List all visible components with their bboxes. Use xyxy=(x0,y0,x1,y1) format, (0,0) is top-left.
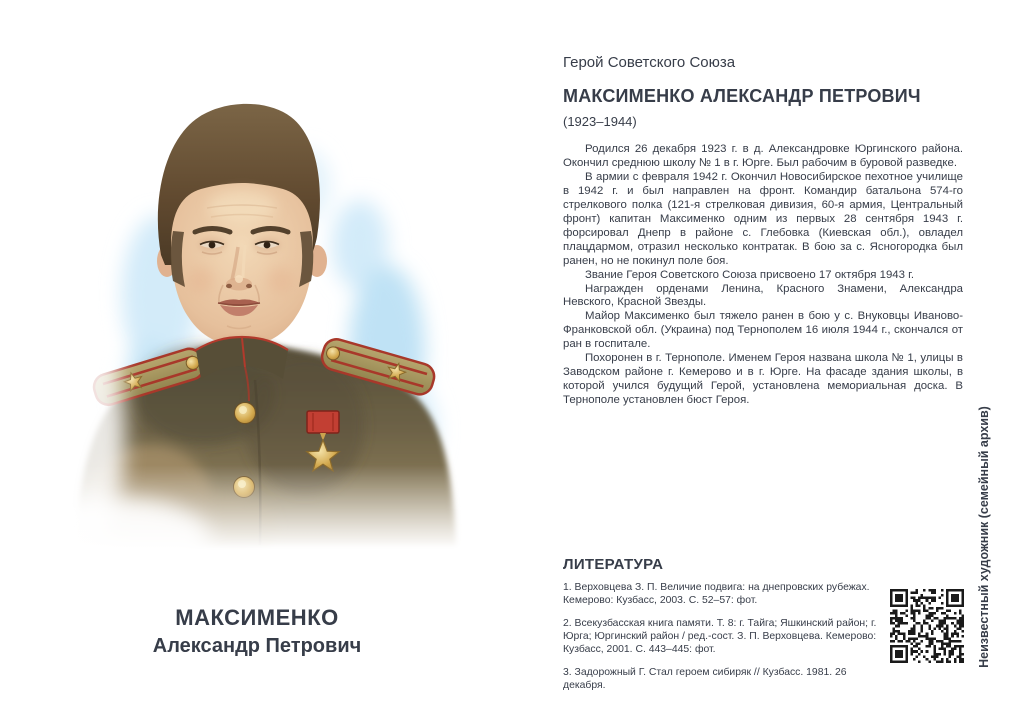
literature-item: 3. Задорожный Г. Стал героем сибиряк // Кузбасс. 1981. 26 декабря. xyxy=(563,667,847,691)
bio-paragraph: В армии с февраля 1942 г. Окончил Новосибирское пехотное училище в 1942 г. и был направлен на фронт. Командир батальона 574-го стрелкового полка (121-я стрелковая дивизия, 60-я армия, Центральный фронт) капитан Максименко одним из первых 28 сентября 1943 г. форсировал Днепр в районе с. Глебовка (Киевская обл.), овладел плацдармом, отразил несколько контратак. В бою за с. Ясногородка был ранен, но не покинул поле боя. xyxy=(563,170,963,267)
literature-item: 2. Всекузбасская книга памяти. Т. 8: г. Тайга; Яшкинский район; г. Юрга; Юргинский район / ред.-сост. З. П. Верховцева. Кемерово: Кузбасс, 2001. С. 443–445: фот. xyxy=(563,618,877,655)
bio-paragraph: Звание Героя Советского Союза присвоено 17 октября 1943 г. xyxy=(585,268,915,281)
literature-list xyxy=(563,581,881,702)
bio-paragraph: Родился 26 декабря 1923 г. в д. Александровке Юргинского района. Окончил среднюю школу № 1 в г. Юрге. Был рабочим в буровой разведке. xyxy=(563,143,963,169)
life-years: (1923–1944) xyxy=(563,114,637,129)
literature-item: 1. Верховцева З. П. Величие подвига: на днепровских рубежах. Кемерово: Кузбасс, 2003. С. 52–57: фот. xyxy=(563,582,870,606)
bio-paragraph: Похоронен в г. Тернополе. Именем Героя названа школа № 1, улицы в Заводском районе г. Кемерово и в г. Юрге. На фасаде здания школы, в которой учился будущий Герой, установлена мемориальная доска. В Тернополе установлен бюст Героя. xyxy=(563,352,963,407)
biography-text xyxy=(563,143,963,408)
portrait-given-names: Александр Петрович xyxy=(152,634,362,657)
literature-heading: ЛИТЕРАТУРА xyxy=(563,556,664,573)
portrait-svg xyxy=(55,95,515,550)
bio-paragraph: Награжден орденами Ленина, Красного Знамени, Александра Невского, Красной Звезды. xyxy=(563,282,963,309)
qr-code-icon xyxy=(890,589,964,663)
category-label: Герой Советского Союза xyxy=(563,54,736,71)
hero-portrait-painting xyxy=(55,95,515,550)
bio-paragraph: Майор Максименко был тяжело ранен в бою у с. Внуковцы Иваново-Франковской обл. (Украина) под Тернополем 16 июля 1944 г., скончался от ран в госпитале. xyxy=(563,310,963,351)
artist-credit: Неизвестный художник (семейный архив) xyxy=(977,406,991,668)
page-title: МАКСИМЕНКО АЛЕКСАНДР ПЕТРОВИЧ xyxy=(563,86,921,106)
portrait-caption xyxy=(57,604,457,659)
portrait-surname: МАКСИМЕНКО xyxy=(175,605,339,630)
